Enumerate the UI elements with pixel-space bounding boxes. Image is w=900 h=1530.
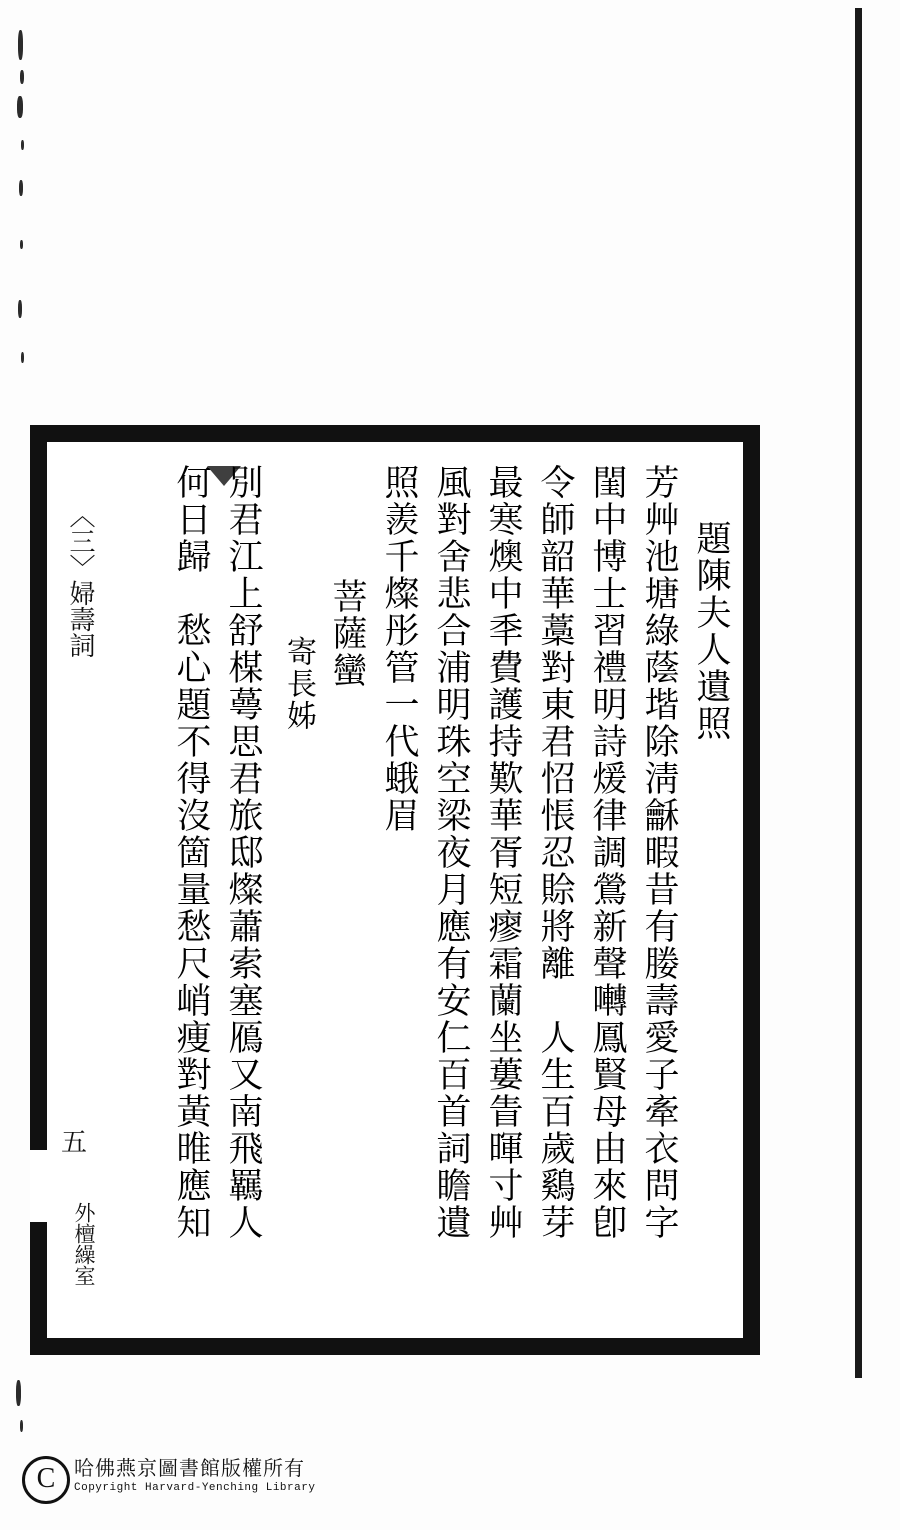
book-title-spine: 〈三〉婦壽詞 xyxy=(65,502,95,658)
text-column-heading: 菩薩蠻 xyxy=(327,578,367,689)
text-column: 別君江上舒楳蕚思君旅邸燦蕭索塞鴈又南飛羈人 xyxy=(223,464,263,1241)
scan-speckle xyxy=(20,1420,23,1432)
scan-speckle xyxy=(17,96,23,118)
binding-edge-bar xyxy=(855,8,862,1378)
print-frame-inner xyxy=(44,439,746,1341)
scan-speckle xyxy=(20,240,23,249)
library-stamp xyxy=(22,1450,316,1508)
copyright-icon: C xyxy=(22,1456,70,1504)
text-column: 何日歸 愁心題不得沒箇量愁尺峭痩對黃㫿應知 xyxy=(171,464,211,1241)
text-column: 令師韶華藁對東君怊悵忍賒將離 人生百歲鷄芽 xyxy=(535,464,575,1241)
text-column: 芳艸池塘綠蔭堦除淸龢暇昔有媵壽愛子牽衣問字 xyxy=(639,464,679,1241)
studio-imprint: 外檀繰室 xyxy=(72,1202,96,1286)
print-frame xyxy=(30,425,760,1355)
stamp-text-english: Copyright Harvard-Yenching Library xyxy=(74,1482,316,1494)
text-column: 照羨千燦彤管一代蛾眉 xyxy=(379,464,419,834)
scan-speckle xyxy=(19,180,23,196)
frame-edge-gap xyxy=(30,1150,52,1222)
scan-speckle xyxy=(21,352,24,363)
text-block xyxy=(102,460,737,1328)
scan-speckle xyxy=(16,1380,21,1406)
stamp-text-chinese: 哈佛燕京圖書館版權所有 xyxy=(74,1456,305,1480)
page-number: 五 xyxy=(60,1128,87,1158)
scan-speckle xyxy=(18,30,23,60)
text-column: 風對舍悲合浦明珠空梁夜月應有安仁百首詞瞻遺 xyxy=(431,464,471,1241)
scan-speckle xyxy=(18,300,22,318)
scan-speckle xyxy=(21,140,24,150)
text-column: 題陳夫人遺照 xyxy=(691,520,731,742)
text-column: 閨中博士習禮明詩煖律調鶯新聲囀鳳賢母由來卽 xyxy=(587,464,627,1241)
text-column-subheading: 寄長姊 xyxy=(281,636,316,732)
scan-speckle xyxy=(20,70,24,84)
text-column: 最寒燠中秊費護持歎華胥短瘳霜蘭坐蔞眚暉寸艸 xyxy=(483,464,523,1241)
